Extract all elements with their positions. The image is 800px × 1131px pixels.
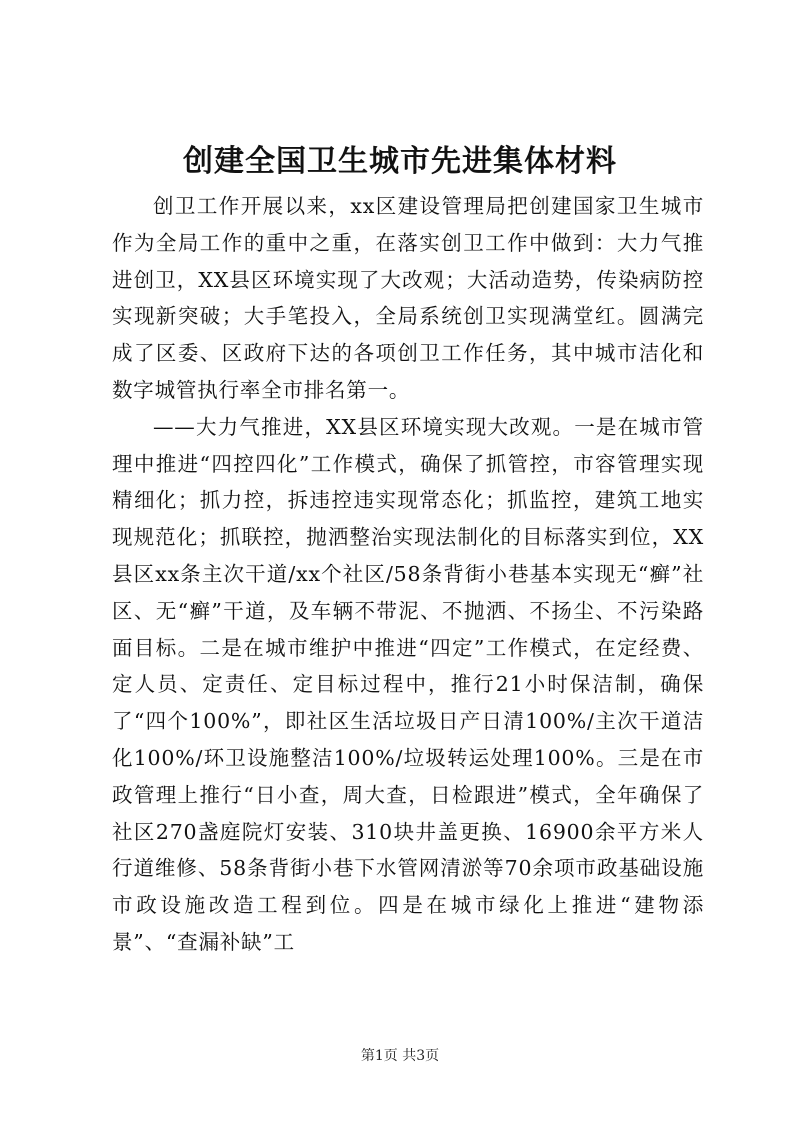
paragraph-environment: ——大力气推进，XX县区环境实现大改观。一是在城市管理中推进“四控四化”工作模式，确保了抓管控，市容管理实现精细化；抓力控，拆违控违实现常态化；抓监控，建筑工地实现规范化；抓联控，抛洒整治实现法制化的目标落实到位，XX县区xx条主次干道/xx个社区/58条背街小巷基本实现无“癣”社区、无“癣”干道，及车辆不带泥、不抛洒、不扬尘、不污染路面目标。二是在城市维护中推进“四定”工作模式，在定经费、定人员、定责任、定目标过程中，推行21小时保洁制，确保了“四个100%”，即社区生活垃圾日产日清100%/主次干道洁化100%/环卫设施整洁100%/垃圾转运处理100%。三是在市政管理上推行“日小查，周大查，日检跟进”模式，全年确保了社区270盏庭院灯安装、310块井盖更换、16900余平方米人行道维修、58条背街小巷下水管网清淤等70余项市政基础设施市政设施改造工程到位。四是在城市绿化上推进“建物添景”、“查漏补缺”工 <box>112 414 704 954</box>
page-title: 创建全国卫生城市先进集体材料 <box>183 144 617 179</box>
page-footer <box>0 1046 800 1066</box>
paragraph-intro: 创卫工作开展以来，xx区建设管理局把创建国家卫生城市作为全局工作的重中之重，在落实创卫工作中做到：大力气推进创卫，XX县区环境实现了大改观；大活动造势，传染病防控实现新突破；大手笔投入，全局系统创卫实现满堂红。圆满完成了区委、区政府下达的各项创卫工作任务，其中城市洁化和数字城管执行率全市排名第一。 <box>112 194 704 402</box>
page-number-indicator: 第1页 共3页 <box>360 1048 440 1064</box>
document-body <box>112 188 704 961</box>
